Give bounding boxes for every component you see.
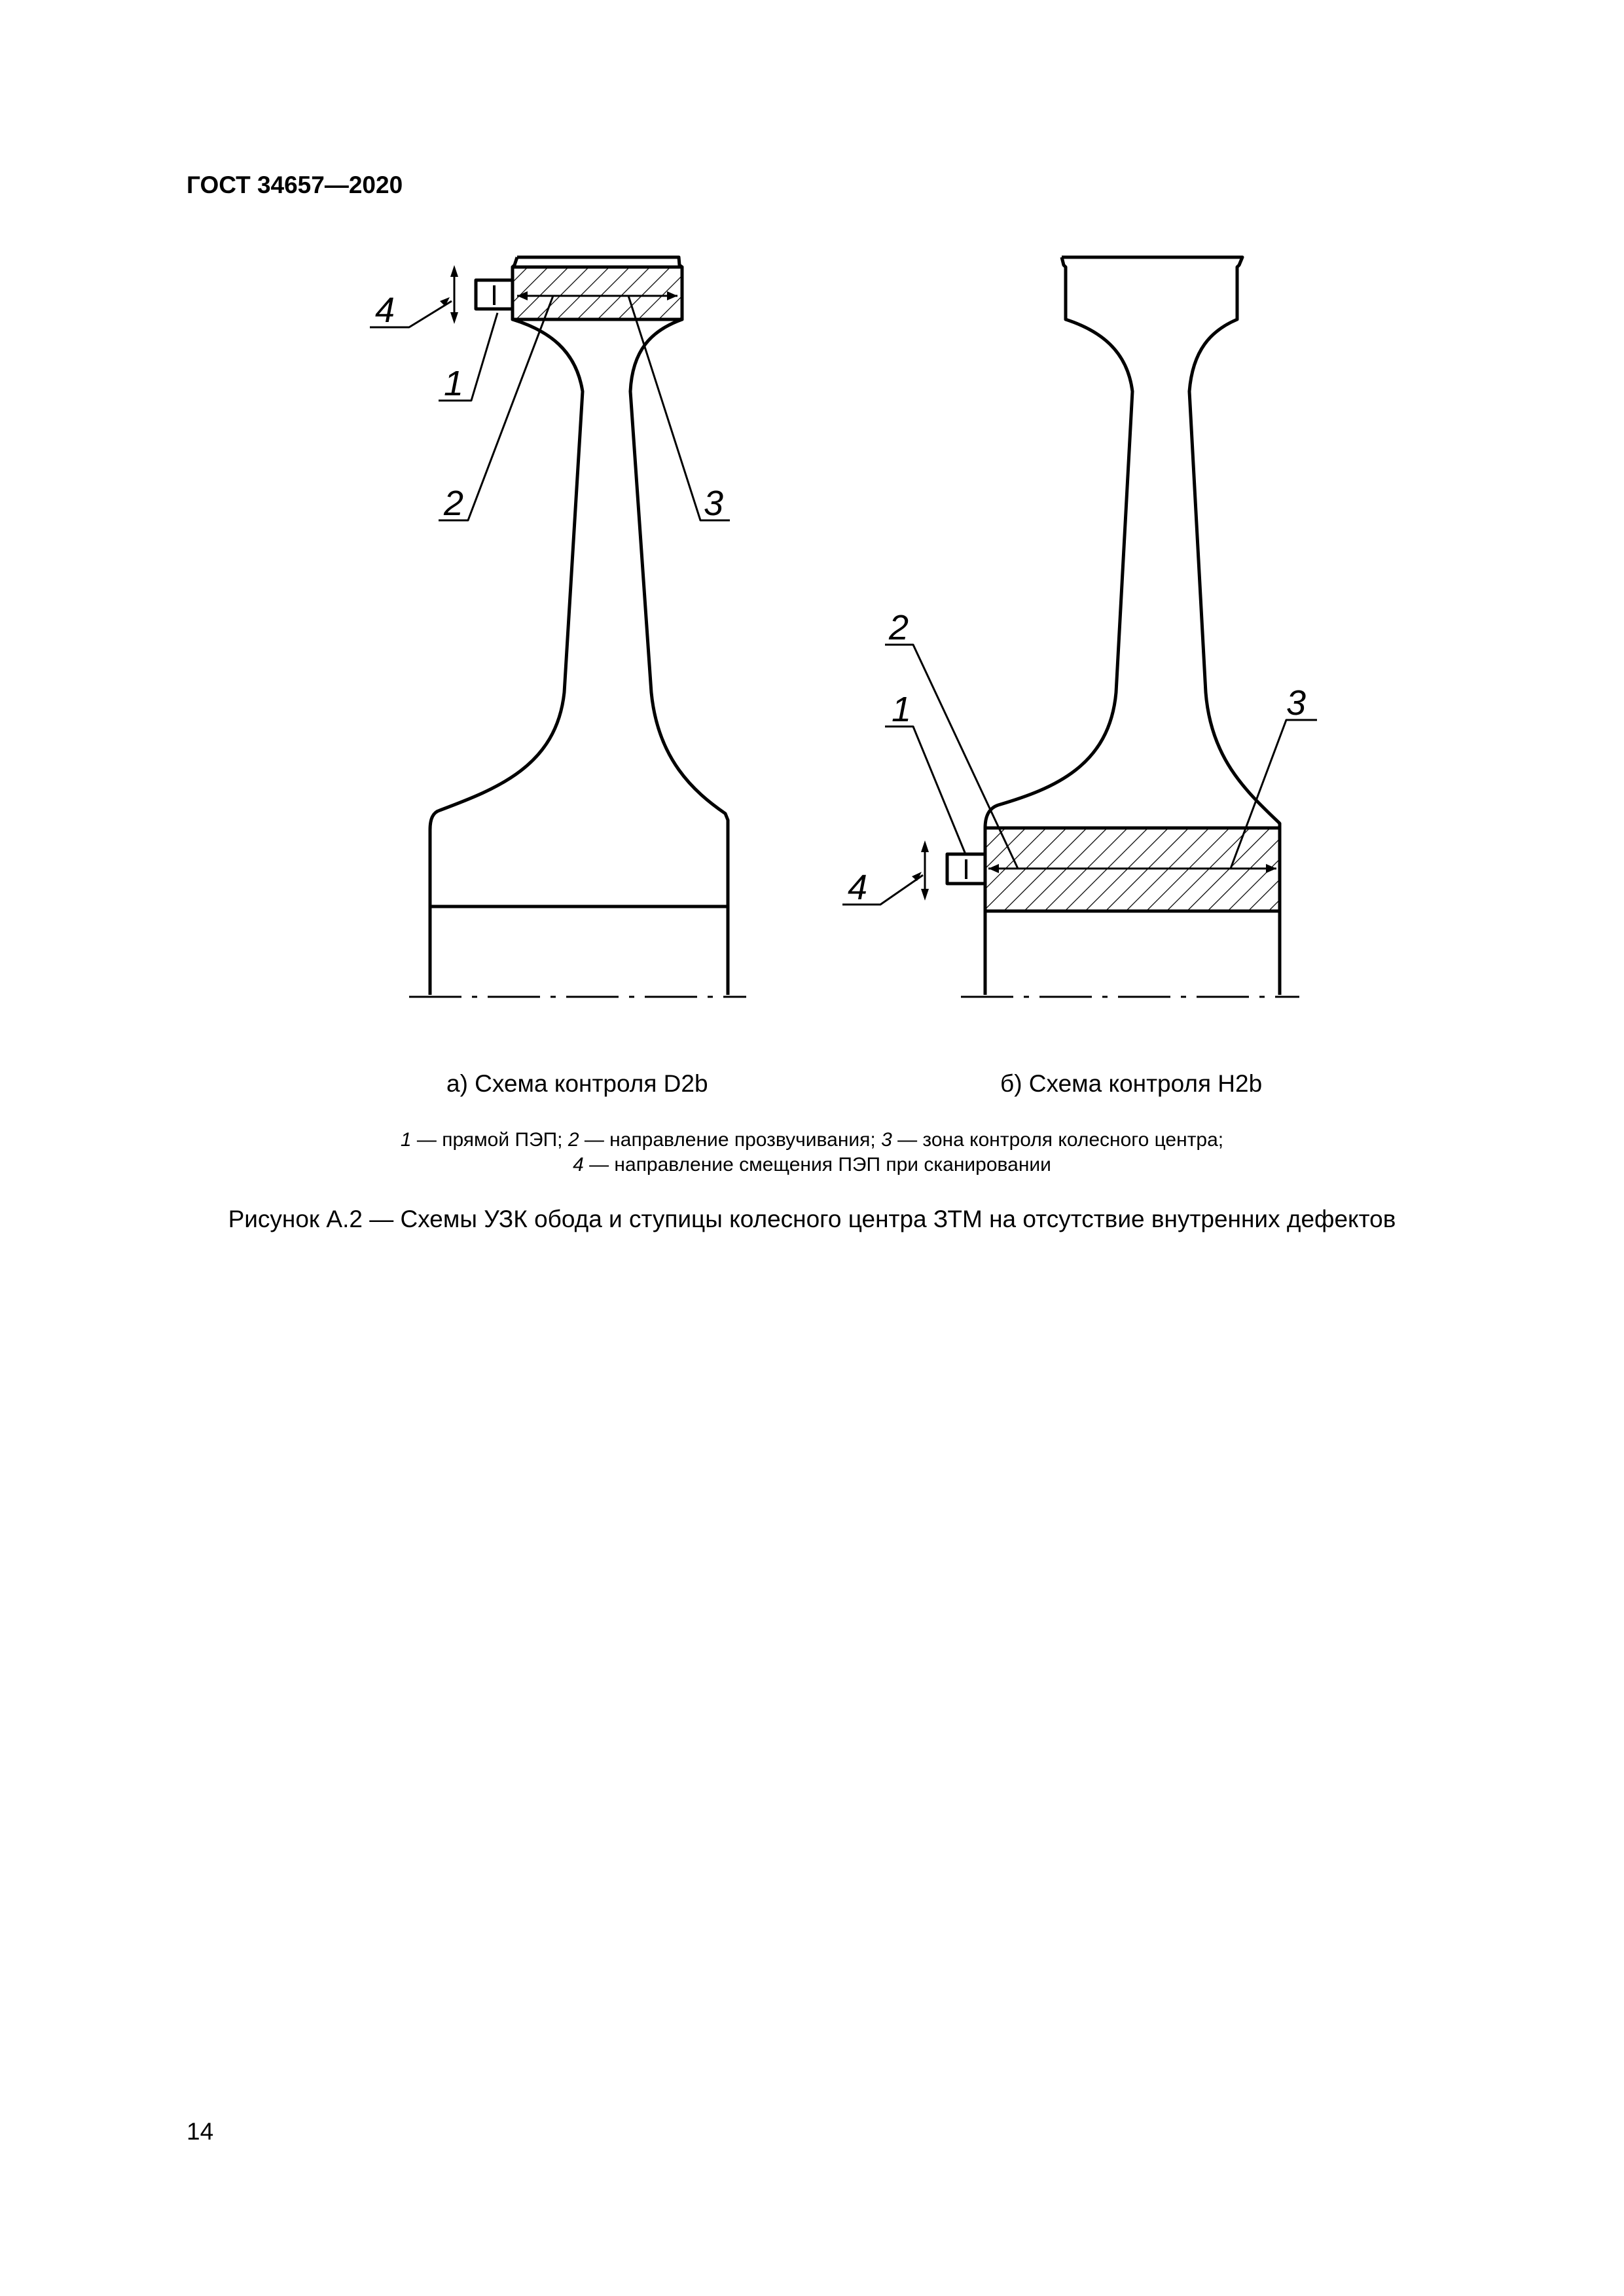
legend-text-1: — прямой ПЭП; — [411, 1129, 568, 1151]
page-number: 14 — [187, 2118, 214, 2145]
legend-line-1 — [0, 1128, 1624, 1153]
figure-b-drawing — [842, 257, 1317, 997]
legend-num-2: 2 — [568, 1129, 579, 1151]
legend-num-3: 3 — [881, 1129, 892, 1151]
legend-num-4: 4 — [573, 1154, 584, 1175]
label-1-a: 1 — [444, 364, 464, 403]
document-header: ГОСТ 34657—2020 — [187, 171, 403, 198]
legend-text-4: — направление смещения ПЭП при сканировании — [583, 1154, 1051, 1175]
label-4-b: 4 — [848, 868, 868, 907]
wheel-profile-a — [430, 257, 728, 995]
control-zone-a — [513, 267, 682, 319]
figure-a-drawing — [370, 257, 746, 997]
figure-caption: Рисунок А.2 — Схемы УЗК обода и ступицы колесного центра ЗТМ на отсутствие внутренних дефектов — [228, 1206, 1396, 1232]
legend-text-2: — направление прозвучивания; — [579, 1129, 882, 1151]
label-2-a: 2 — [444, 484, 464, 523]
subcaption-a: а) Схема контроля D2b — [446, 1070, 708, 1097]
label-2-b: 2 — [889, 608, 909, 647]
legend-line-2 — [0, 1153, 1624, 1177]
legend-num-1: 1 — [400, 1129, 412, 1151]
label-3-b: 3 — [1286, 683, 1307, 723]
label-1-b: 1 — [892, 690, 912, 729]
label-4-a: 4 — [375, 291, 395, 330]
subcaption-b: б) Схема контроля H2b — [1000, 1070, 1263, 1097]
label-3-a: 3 — [704, 484, 724, 523]
legend-text-3: — зона контроля колесного центра; — [892, 1129, 1224, 1151]
